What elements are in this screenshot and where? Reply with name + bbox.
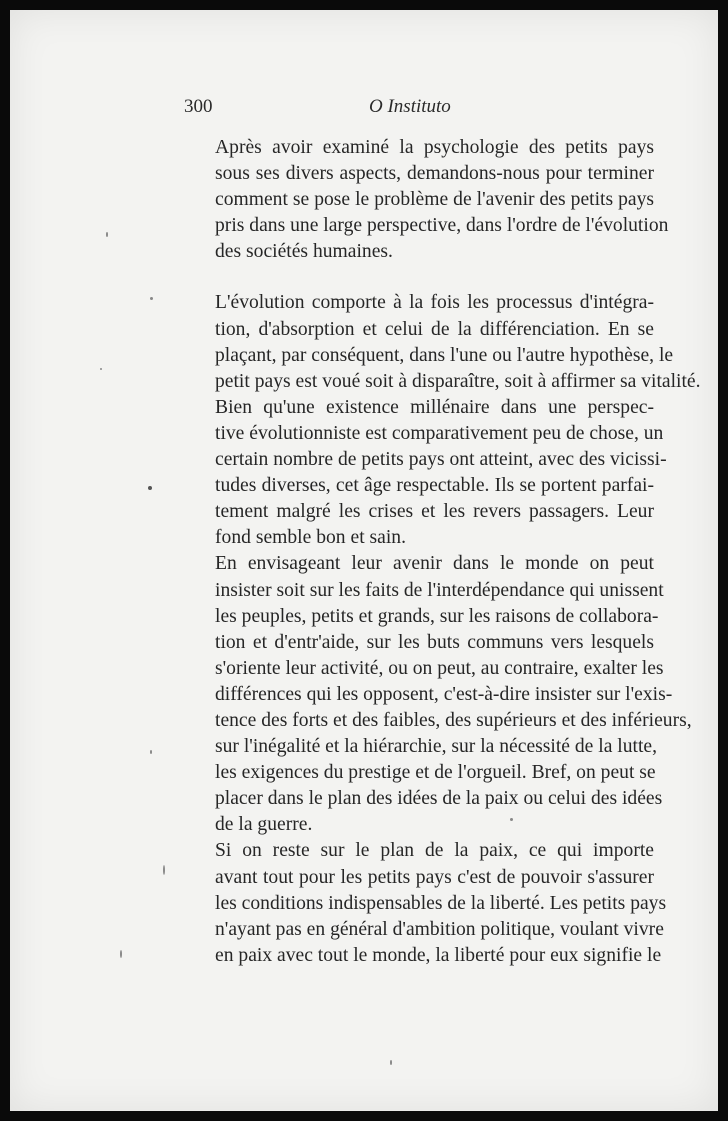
body-text — [174, 135, 701, 969]
text-line: pris dans une large perspective, dans l'ordre de l'évolution — [215, 215, 669, 237]
paper-speck — [106, 232, 108, 237]
paper-speck — [510, 818, 513, 821]
page-number: 300 — [184, 96, 213, 117]
text-line: en paix avec tout le monde, la liberté pour eux signifie le — [215, 944, 662, 966]
text-line: s'oriente leur activité, ou on peut, au contraire, exalter les — [215, 657, 664, 679]
paper-speck — [150, 297, 153, 300]
paper-speck — [100, 368, 102, 370]
text-line: les exigences du prestige et de l'orgueil. Bref, on peut se — [215, 762, 656, 784]
paragraph — [174, 135, 669, 265]
text-line: insister soit sur les faits de l'interdépendance qui unissent — [215, 579, 664, 601]
paper-speck — [148, 486, 152, 490]
text-line: les peuples, petits et grands, sur les raisons de collabora- — [215, 605, 659, 627]
text-line: de la guerre. — [215, 814, 313, 836]
paragraph — [174, 551, 692, 838]
text-line: L'évolution comporte à la fois les processus d'intégra- — [215, 292, 654, 314]
text-line: En envisageant leur avenir dans le monde on peut — [215, 553, 654, 575]
text-line: Si on reste sur le plan de la paix, ce qui importe — [215, 840, 654, 862]
text-line: des sociétés humaines. — [215, 241, 393, 263]
text-line: tement malgré les crises et les revers passagers. Leur — [215, 501, 654, 523]
text-line: sous ses divers aspects, demandons-nous pour terminer — [215, 163, 654, 185]
text-line: tion, d'absorption et celui de la différenciation. En se — [215, 318, 654, 340]
text-line: comment se pose le problème de l'avenir des petits pays — [215, 189, 654, 211]
text-line: placer dans le plan des idées de la paix ou celui des idées — [215, 788, 663, 810]
paper-speck — [120, 950, 122, 958]
text-line: les conditions indispensables de la liberté. Les petits pays — [215, 892, 667, 914]
page-header — [174, 90, 654, 120]
text-line: sur l'inégalité et la hiérarchie, sur la nécessité de la lutte, — [215, 736, 658, 758]
text-line: petit pays est voué soit à disparaître, soit à affirmer sa vitalité. — [215, 370, 701, 392]
paper-speck — [150, 750, 152, 754]
text-line: tion et d'entr'aide, sur les buts communs vers lesquels — [215, 631, 654, 653]
text-line: tence des forts et des faibles, des supérieurs et des inférieurs, — [215, 709, 692, 731]
text-line: tudes diverses, cet âge respectable. Ils se portent parfai- — [215, 475, 654, 497]
text-line: n'ayant pas en général d'ambition politique, voulant vivre — [215, 918, 664, 940]
text-line: différences qui les opposent, c'est-à-dire insister sur l'exis- — [215, 683, 673, 705]
paper-speck — [163, 865, 165, 875]
text-line: Après avoir examiné la psychologie des petits pays — [215, 137, 654, 158]
book-page — [10, 10, 718, 1111]
text-line: Bien qu'une existence millénaire dans une perspec- — [215, 396, 654, 418]
text-line: plaçant, par conséquent, dans l'une ou l'autre hypothèse, le — [215, 344, 674, 366]
text-line: fond semble bon et sain. — [215, 527, 407, 549]
paragraph — [174, 395, 667, 552]
paper-speck — [390, 1060, 392, 1065]
paragraph — [174, 290, 701, 394]
text-line: certain nombre de petits pays ont atteint, avec des vicissi- — [215, 449, 667, 471]
text-line: avant tout pour les petits pays c'est de pouvoir s'assurer — [215, 866, 654, 888]
paragraph — [174, 838, 667, 968]
running-title: O Instituto — [369, 96, 451, 117]
text-line: tive évolutionniste est comparativement peu de chose, un — [215, 422, 664, 444]
